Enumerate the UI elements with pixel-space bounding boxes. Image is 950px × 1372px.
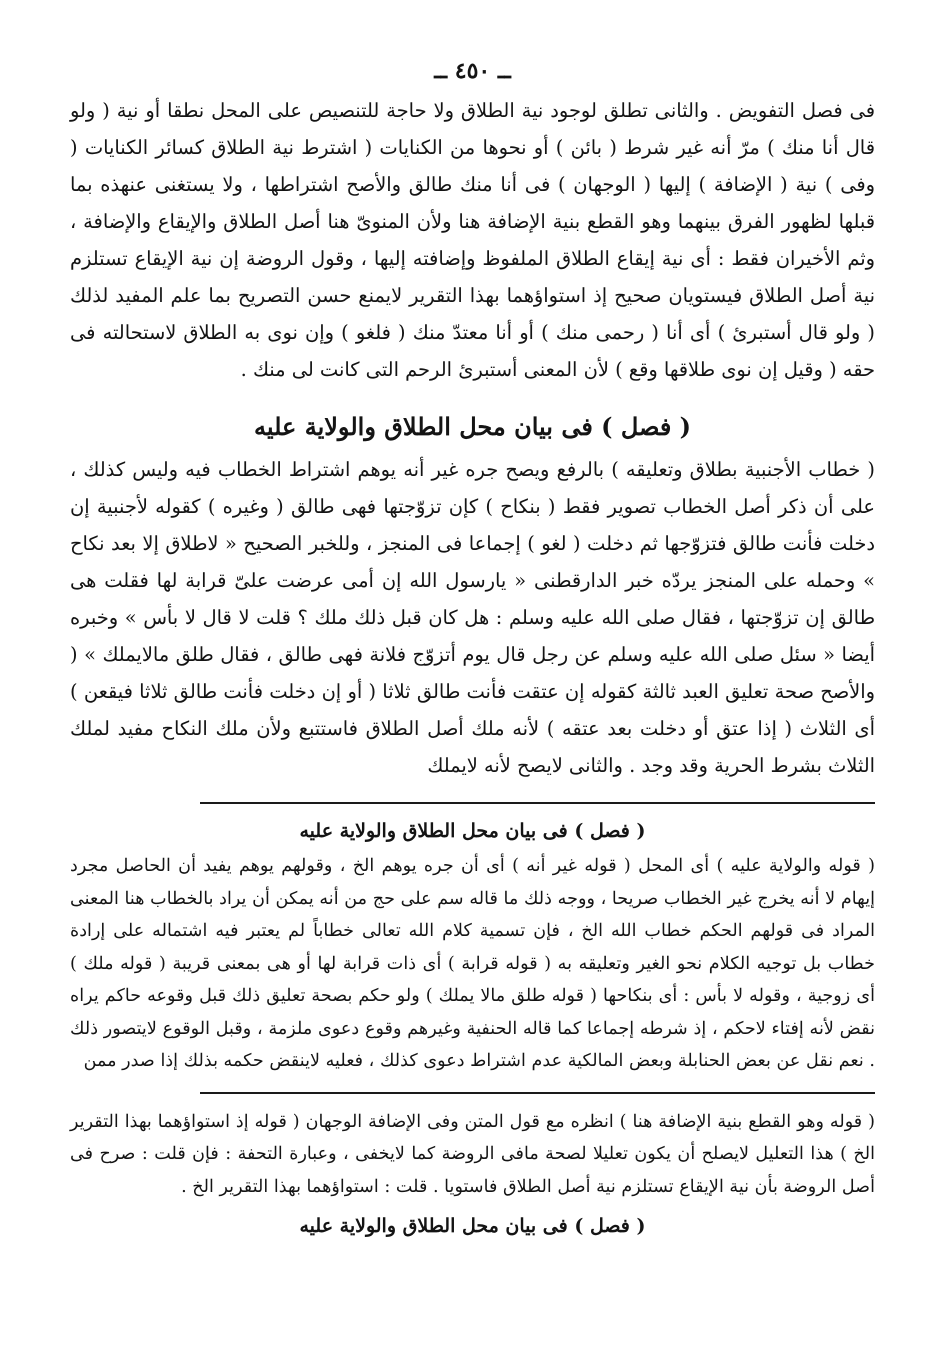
commentary-paragraph-2: ( قوله وهو القطع بنية الإضافة هنا ) انظره مع قول المتن وفى الإضافة الوجهان ( قوله إذ استواؤهما بهذا التقرير الخ ) هذا التعليل لايصلح أن يكون تعليلا لصحة مافى الروضة كما لايخفى ، وعبارة التحفة : فإن قلت : صرح فى أصل الروضة بأن نية الإيقاع تستلزم نية أصل الطلاق فاستويا . قلت : استواؤهما بهذا التقرير الخ . [70, 1111, 875, 1197]
commentary-notes-1 [70, 820, 875, 1078]
commentary-notes-2 [70, 1106, 875, 1238]
commentary-heading-2: ( فصل ) فى بيان محل الطلاق والولاية عليه [299, 1215, 646, 1237]
section-heading: ( فصل ) فى بيان محل الطلاق والولاية عليه [253, 412, 692, 441]
commentary-paragraph: ( قوله والولاية عليه ) أى المحل ( قوله غير أنه ) أى أن جره يوهم الخ ، وقولهم يوهم يفيد أن الحاصل مجرد إيهام لا أنه يخرج غير الخطاب صريحا ، ووجه ذلك ما قاله سم على حج من أنه يمكن أن يراد بالخطاب هنا المعنى المراد فى قولهم الحكم خطاب الله الخ ، فإن تسمية كلام الله تعالى خطاباً لم يعتبر فيه اشتماله على إرادة خطاب بل توجيه الكلام نحو الغير وتعليقه به ( قوله قرابة ) أى ذات قرابة لها أو هى بمعنى قريبة ( قوله ملك ) أى زوجية ، وقوله لا بأس : أى بنكاحها ( قوله طلق مالا يملك ) ولو حكم بصحة تعليق ذلك قبل وقوعه حاكم يراه نقض لأنه إفتاء لاحكم ، إذ شرطه إجماعا كما قاله الحنفية وغيرهم وقوع دعوى ملزمة ، وقبل الوقوع لايتصور ذلك . نعم نقل عن بعض الحنابلة وبعض المالكية عدم اشتراط دعوى كذلك ، فعليه لاينقض حكمه بذلك إذا صدر ممن [70, 856, 876, 1071]
main-paragraph-1: فى فصل التفويض . والثانى تطلق لوجود نية الطلاق ولا حاجة للتنصيص على المحل نطقا أو نية ( ولو قال أنا منك ) مرّ أنه غير شرط ( بائن ) أو نحوها من الكنايات ( اشترط نية الطلاق كسائر الكنايات ( وفى ) نية ( الإضافة ) إليها ( الوجهان ) فى أنا منك طالق والأصح اشتراطها ، ولا يستغنى عنهذه بما قبلها لظهور الفرق بينهما وهو القطع بنية الإضافة هنا ولأن المنوىّ هنا أصل الطلاق والإيقاع والإضافة ، وثم الأخيران فقط : أى نية إيقاع الطلاق الملفوظ وإضافته إليها ، وقول الروضة إن نية الإيقاع تستلزم نية أصل الطلاق فيستويان صحيح إذ استواؤهما بهذا التقرير لايمنع حسن التصريح بما علم المفيد لذلك ( ولو قال أستبرئ ) أى أنا ( رحمى منك ) أو أنا معتدّ منك ( فلغو ) وإن نوى به الطلاق لاستحالته فى حقه ( وقيل إن نوى طلاقها وقع ) لأن المعنى أستبرئ الرحم التى كانت لى منك . [70, 99, 875, 381]
commentary-heading: ( فصل ) فى بيان محل الطلاق والولاية عليه [299, 820, 646, 842]
main-paragraph-2: ( خطاب الأجنبية بطلاق وتعليقه ) بالرفع ويصح جره غير أنه يوهم اشتراط الخطاب فيه وليس كذلك ، على أن ذكر أصل الخطاب تصوير فقط ( بنكاح ) كإن تزوّجتها فهى طالق ( وغيره ) كقوله لأجنبية إن دخلت فأنت طالق فتزوّجها ثم دخلت ( لغو ) إجماعا فى المنجز ، وللخبر الصحيح « لاطلاق إلا بعد نكاح » وحمله على المنجز يردّه خبر الدارقطنى « يارسول الله إن أمى عرضت علىّ قرابة لها فقلت هى طالق إن تزوّجتها ، فقال صلى الله عليه وسلم : هل كان قبل ذلك ملك ؟ قلت لا قال لا بأس » وخبره أيضا « سئل صلى الله عليه وسلم عن رجل قال يوم أتزوّج فلانة فهى طالق ، فقال طلق مالايملك » ( والأصح صحة تعليق العبد ثالثة كقوله إن عتقت فأنت طالق ثلاثا ( أو إن دخلت فأنت طالق ثلاثا فيقعن ) أى الثلاث ( إذا عتق أو دخلت بعد عتقه ) لأنه ملك أصل الطلاق فاستتبع ولأن ملك النكاح مفيد لملك الثلاث بشرط الحرية وقد وجد . والثانى لايصح لأنه لايملك [70, 458, 875, 777]
main-text [70, 92, 875, 784]
footnote-divider [200, 802, 875, 804]
footnote-divider-2 [200, 1092, 875, 1094]
book-page [70, 58, 875, 1245]
page-number: ــ ٤٥٠ ــ [434, 58, 511, 84]
